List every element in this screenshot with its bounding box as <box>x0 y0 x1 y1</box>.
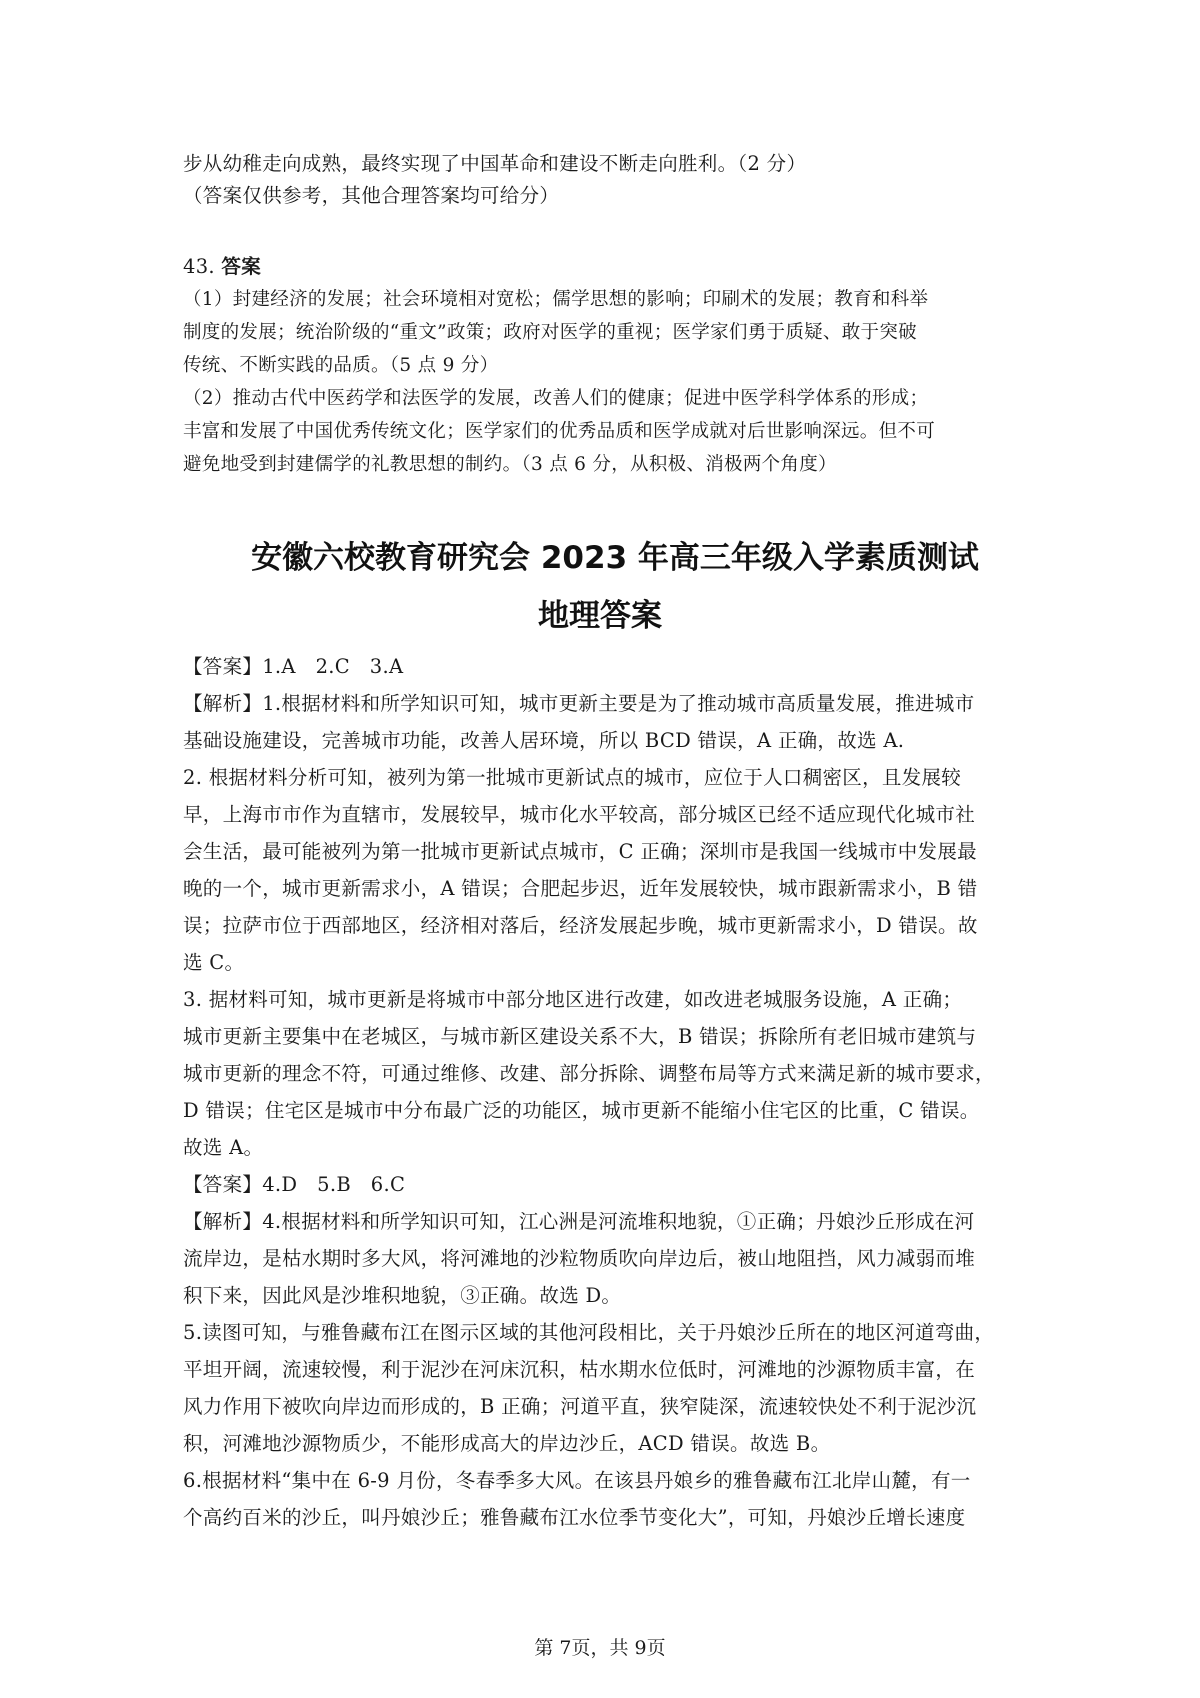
q43-number: 43. <box>183 255 215 278</box>
geo-line: 【解析】4.根据材料和所学知识可知，江心洲是河流堆积地貌，①正确；丹娘沙丘形成在河 <box>183 1210 975 1233</box>
geo-line: 【答案】1.A 2.C 3.A <box>183 655 404 678</box>
history-answer-line: 步从幼稚走向成熟，最终实现了中国革命和建设不断走向胜利。（2 分） <box>183 152 807 175</box>
q43-heading-label: 答案 <box>221 255 262 278</box>
geo-line: 晚的一个，城市更新需求小，A 错误；合肥起步迟，近年发展较快，城市跟新需求小，B 错 <box>183 877 978 900</box>
answer-note: （答案仅供参考，其他合理答案均可给分） <box>183 184 560 207</box>
geo-line: 积下来，因此风是沙堆积地貌，③正确。故选 D。 <box>183 1284 622 1307</box>
q43-line: （1）封建经济的发展；社会环境相对宽松；儒学思想的影响；印刷术的发展；教育和科举 <box>183 289 929 310</box>
geo-line: 个高约百米的沙丘，叫丹娘沙丘；雅鲁藏布江水位季节变化大”，可知，丹娘沙丘增长速度 <box>183 1506 966 1529</box>
q43-heading <box>183 254 1023 280</box>
geo-line: 误；拉萨市位于西部地区，经济相对落后，经济发展起步晚，城市更新需求小，D 错误。故 <box>183 914 978 937</box>
geo-line: 风力作用下被吹向岸边而形成的，B 正确；河道平直，狭窄陡深，流速较快处不利于泥沙沉 <box>183 1395 977 1418</box>
geo-line: 【答案】4.D 5.B 6.C <box>183 1173 406 1196</box>
section-subtitle: 地理答案 <box>538 598 662 634</box>
geo-line: 流岸边，是枯水期时多大风，将河滩地的沙粒物质吹向岸边后，被山地阻挡，风力减弱而堆 <box>183 1247 976 1270</box>
geo-line: 【解析】1.根据材料和所学知识可知，城市更新主要是为了推动城市高质量发展，推进城市 <box>183 692 975 715</box>
q43-line: 制度的发展；统治阶级的“重文”政策；政府对医学的重视；医学家们勇于质疑、敢于突破 <box>183 322 917 343</box>
q43-line: 避免地受到封建儒学的礼教思想的制约。（3 点 6 分，从积极、消极两个角度） <box>183 454 837 475</box>
geo-line: 城市更新的理念不符，可通过维修、改建、部分拆除、调整布局等方式来满足新的城市要求， <box>183 1062 995 1085</box>
geo-line: D 错误；住宅区是城市中分布最广泛的功能区，城市更新不能缩小住宅区的比重，C 错误。 <box>183 1099 980 1122</box>
q43-line: 传统、不断实践的品质。（5 点 9 分） <box>183 355 499 376</box>
section-title: 安徽六校教育研究会 2023 年高三年级入学素质测试 <box>251 540 979 576</box>
q43-line: 丰富和发展了中国优秀传统文化；医学家们的优秀品质和医学成就对后世影响深远。但不可 <box>183 421 936 442</box>
geo-line: 城市更新主要集中在老城区，与城市新区建设关系不大，B 错误；拆除所有老旧城市建筑与 <box>183 1025 977 1048</box>
geo-line: 选 C。 <box>183 951 245 974</box>
geo-line: 2. 根据材料分析可知，被列为第一批城市更新试点的城市，应位于人口稠密区，且发展较 <box>183 766 962 789</box>
geo-line: 故选 A。 <box>183 1136 264 1159</box>
geo-line: 积，河滩地沙源物质少，不能形成高大的岸边沙丘，ACD 错误。故选 B。 <box>183 1432 831 1455</box>
q43-line: （2）推动古代中医药学和法医学的发展，改善人们的健康；促进中医学科学体系的形成； <box>183 388 929 409</box>
geo-line: 平坦开阔，流速较慢，利于泥沙在河床沉积，枯水期水位低时，河滩地的沙源物质丰富，在 <box>183 1358 976 1381</box>
geo-line: 基础设施建设，完善城市功能，改善人居环境，所以 BCD 错误，A 正确，故选 A. <box>183 729 905 752</box>
page-number: 第 7页，共 9页 <box>534 1637 666 1659</box>
geo-line: 早，上海市市作为直辖市，发展较早，城市化水平较高，部分城区已经不适应现代化城市社 <box>183 803 976 826</box>
geo-line: 会生活，最可能被列为第一批城市更新试点城市，C 正确；深圳市是我国一线城市中发展最 <box>183 840 977 863</box>
geo-line: 5.读图可知，与雅鲁藏布江在图示区域的其他河段相比，关于丹娘沙丘所在的地区河道弯曲， <box>183 1321 995 1344</box>
geo-line: 3. 据材料可知，城市更新是将城市中部分地区进行改建，如改进老城服务设施，A 正确； <box>183 988 963 1011</box>
geo-line: 6.根据材料“集中在 6-9 月份，冬春季多大风。在该县丹娘乡的雅鲁藏布江北岸山麓，有一 <box>183 1469 971 1492</box>
